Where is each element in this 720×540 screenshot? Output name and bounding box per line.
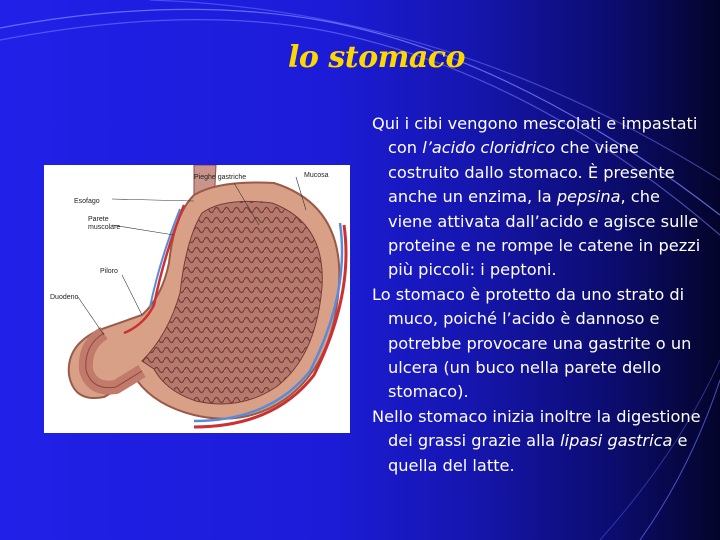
- slide-body: [372, 112, 702, 478]
- label-piloro: Piloro: [100, 268, 118, 275]
- label-parete-2: muscolare: [88, 224, 121, 231]
- label-parete-1: Parete: [88, 216, 109, 223]
- stomach-illustration: [44, 165, 350, 433]
- stomach-diagram: [44, 165, 350, 433]
- paragraph-fats: [372, 405, 702, 478]
- para3-seg1: Nello stomaco inizia inoltre la digestione dei grassi grazie alla: [372, 406, 701, 451]
- para3-seg3: e quella del latte.: [388, 431, 688, 475]
- slide-title: lo stomaco: [288, 40, 466, 75]
- label-mucosa: Mucosa: [304, 172, 329, 179]
- para1-seg3: che viene costruito dallo stomaco. È presente anche un enzima, la: [388, 138, 675, 207]
- para3-seg2: lipasi gastrica: [560, 431, 673, 451]
- para1-seg5: , che viene attivata dall’acido e agisce sulle proteine e ne rompe le catene in pezzi più piccoli: i peptoni.: [388, 187, 701, 280]
- para1-seg4: pepsina: [556, 187, 621, 207]
- label-pieghe-gastriche: Pieghe gastriche: [194, 174, 247, 181]
- label-esofago: Esofago: [74, 198, 100, 205]
- para1-seg2: l’acido cloridrico: [422, 138, 556, 158]
- label-duodeno: Duodeno: [50, 294, 79, 301]
- para2-seg1: Lo stomaco è protetto da uno strato di muco, poiché l’acido è dannoso e potrebbe provocare una gastrite o un ulcera (un buco nella parete dello stomaco).: [372, 284, 692, 402]
- para1-seg1: Qui i cibi vengono mescolati e impastati con: [372, 114, 698, 158]
- paragraph-acid: [372, 112, 702, 283]
- paragraph-mucus: [372, 283, 702, 405]
